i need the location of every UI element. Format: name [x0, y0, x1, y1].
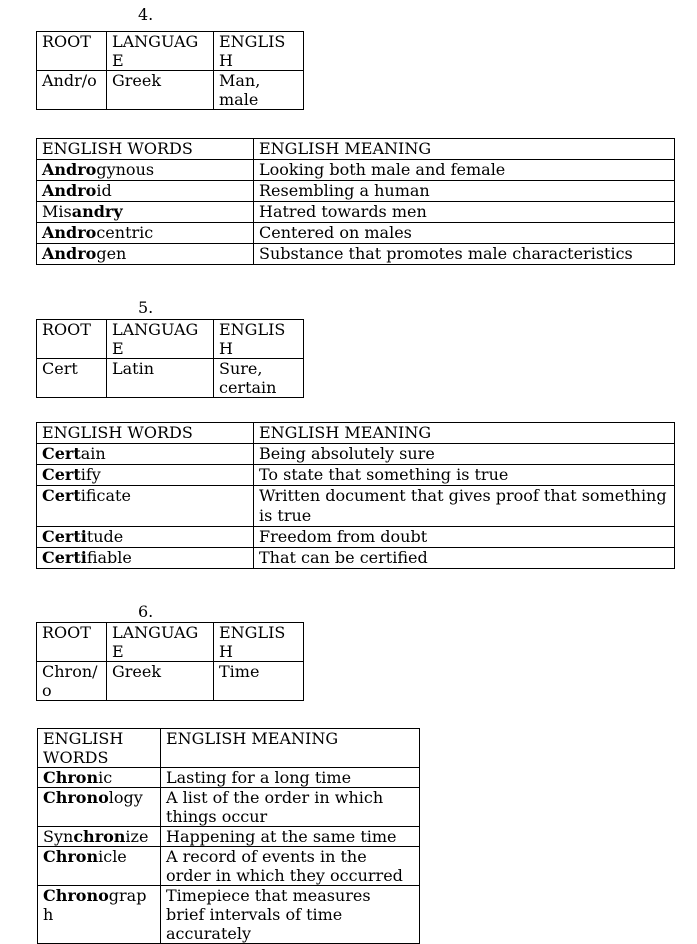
column-header-language: LANGUAGE: [107, 623, 214, 662]
word-suffix: icle: [98, 847, 127, 866]
table-row: [37, 244, 675, 265]
section-number-label: 5.: [138, 298, 154, 317]
english-word-cell: [37, 444, 254, 465]
word-root: Cert: [42, 444, 81, 463]
word-root: Andro: [42, 244, 97, 263]
meaning-cell: Being absolutely sure: [254, 444, 675, 465]
word-root: andry: [71, 202, 123, 221]
english-cell: Time: [214, 662, 304, 701]
column-header-language: LANGUAGE: [107, 320, 214, 359]
english-word-cell: [37, 223, 254, 244]
root-cell: Chron/o: [37, 662, 107, 701]
word-suffix: ic: [98, 768, 113, 787]
word-root: Cert: [42, 465, 81, 484]
table-row: [38, 768, 420, 788]
english-word-cell: [38, 788, 161, 827]
word-suffix: graph: [43, 886, 147, 924]
table-row: [37, 181, 675, 202]
meaning-cell: Freedom from doubt: [254, 527, 675, 548]
word-root: Cert: [42, 486, 81, 505]
word-root: Chrono: [43, 788, 109, 807]
table-row: [37, 71, 304, 110]
word-suffix: ificate: [80, 486, 131, 505]
word-root: Certi: [42, 527, 87, 546]
section-number-label: 4.: [138, 5, 154, 24]
word-root: chron: [73, 827, 126, 846]
meaning-cell: Looking both male and female: [254, 160, 675, 181]
meaning-cell: A list of the order in which things occur: [161, 788, 420, 827]
table-row: [38, 886, 420, 944]
column-header-english-meaning: ENGLISH MEANING: [254, 423, 675, 444]
table-row: [37, 527, 675, 548]
word-suffix: ain: [80, 444, 106, 463]
root-cell: Andr/o: [37, 71, 107, 110]
table-row: [37, 444, 675, 465]
english-word-cell: [37, 527, 254, 548]
meaning-cell: Centered on males: [254, 223, 675, 244]
meaning-cell: Written document that gives proof that something is true: [254, 486, 675, 527]
word-root: Chrono: [43, 886, 109, 905]
word-root: Andro: [42, 160, 97, 179]
section-number-6: [138, 602, 697, 622]
table-header-row: [38, 729, 420, 768]
column-header-language: LANGUAGE: [107, 32, 214, 71]
meaning-cell: To state that something is true: [254, 465, 675, 486]
meaning-cell: Happening at the same time: [161, 827, 420, 847]
word-prefix: Mis: [42, 202, 72, 221]
word-root: Chron: [43, 768, 99, 787]
english-cell: Sure, certain: [214, 359, 304, 398]
meaning-cell: A record of events in the order in which they occurred: [161, 847, 420, 886]
column-header-english-words: ENGLISH WORDS: [37, 139, 254, 160]
english-word-cell: [38, 847, 161, 886]
english-word-cell: [37, 160, 254, 181]
section-number-4: [138, 5, 697, 25]
english-word-cell: [37, 465, 254, 486]
word-suffix: logy: [108, 788, 143, 807]
word-root: Andro: [42, 223, 97, 242]
table-row: [37, 662, 304, 701]
root-table-cert: [36, 319, 304, 398]
table-row: [37, 486, 675, 527]
word-prefix: Syn: [43, 827, 74, 846]
word-root: Certi: [42, 548, 87, 567]
root-cell: Cert: [37, 359, 107, 398]
word-suffix: fiable: [86, 548, 132, 567]
column-header-root: ROOT: [37, 320, 107, 359]
words-table-andro: [36, 138, 675, 265]
word-root: Chron: [43, 847, 99, 866]
language-cell: Greek: [107, 662, 214, 701]
meaning-cell: Hatred towards men: [254, 202, 675, 223]
table-header-row: [37, 32, 304, 71]
table-row: [37, 223, 675, 244]
column-header-english-words: ENGLISH WORDS: [37, 423, 254, 444]
table-header-row: [37, 423, 675, 444]
meaning-cell: Timepiece that measures brief intervals of time accurately: [161, 886, 420, 944]
word-suffix: centric: [96, 223, 154, 242]
word-suffix: gen: [96, 244, 127, 263]
table-row: [37, 465, 675, 486]
column-header-english-meaning: ENGLISH MEANING: [254, 139, 675, 160]
english-cell: Man, male: [214, 71, 304, 110]
words-table-chrono: [37, 728, 420, 944]
word-suffix: gynous: [96, 160, 155, 179]
english-word-cell: [38, 886, 161, 944]
language-cell: Latin: [107, 359, 214, 398]
root-table-chrono: [36, 622, 304, 701]
english-word-cell: [37, 181, 254, 202]
column-header-english-words: ENGLISH WORDS: [38, 729, 161, 768]
table-row: [37, 548, 675, 569]
column-header-english: ENGLISH: [214, 32, 304, 71]
english-word-cell: [38, 768, 161, 788]
english-word-cell: [38, 827, 161, 847]
column-header-english: ENGLISH: [214, 320, 304, 359]
words-table-cert: [36, 422, 675, 569]
meaning-cell: That can be certified: [254, 548, 675, 569]
meaning-cell: Substance that promotes male characteristics: [254, 244, 675, 265]
root-table-andro: [36, 31, 304, 110]
word-suffix: tude: [86, 527, 124, 546]
column-header-root: ROOT: [37, 623, 107, 662]
word-suffix: ize: [125, 827, 149, 846]
table-row: [37, 202, 675, 223]
english-word-cell: [37, 548, 254, 569]
table-row: [37, 160, 675, 181]
english-word-cell: [37, 244, 254, 265]
section-number-label: 6.: [138, 602, 154, 621]
table-row: [37, 359, 304, 398]
column-header-root: ROOT: [37, 32, 107, 71]
table-header-row: [37, 623, 304, 662]
word-suffix: id: [96, 181, 112, 200]
english-word-cell: [37, 486, 254, 527]
table-header-row: [37, 139, 675, 160]
section-number-5: [138, 298, 697, 318]
table-row: [38, 847, 420, 886]
english-word-cell: [37, 202, 254, 223]
language-cell: Greek: [107, 71, 214, 110]
column-header-english: ENGLISH: [214, 623, 304, 662]
meaning-cell: Lasting for a long time: [161, 768, 420, 788]
table-row: [38, 788, 420, 827]
word-suffix: ify: [80, 465, 101, 484]
table-row: [38, 827, 420, 847]
word-root: Andro: [42, 181, 97, 200]
meaning-cell: Resembling a human: [254, 181, 675, 202]
column-header-english-meaning: ENGLISH MEANING: [161, 729, 420, 768]
table-header-row: [37, 320, 304, 359]
